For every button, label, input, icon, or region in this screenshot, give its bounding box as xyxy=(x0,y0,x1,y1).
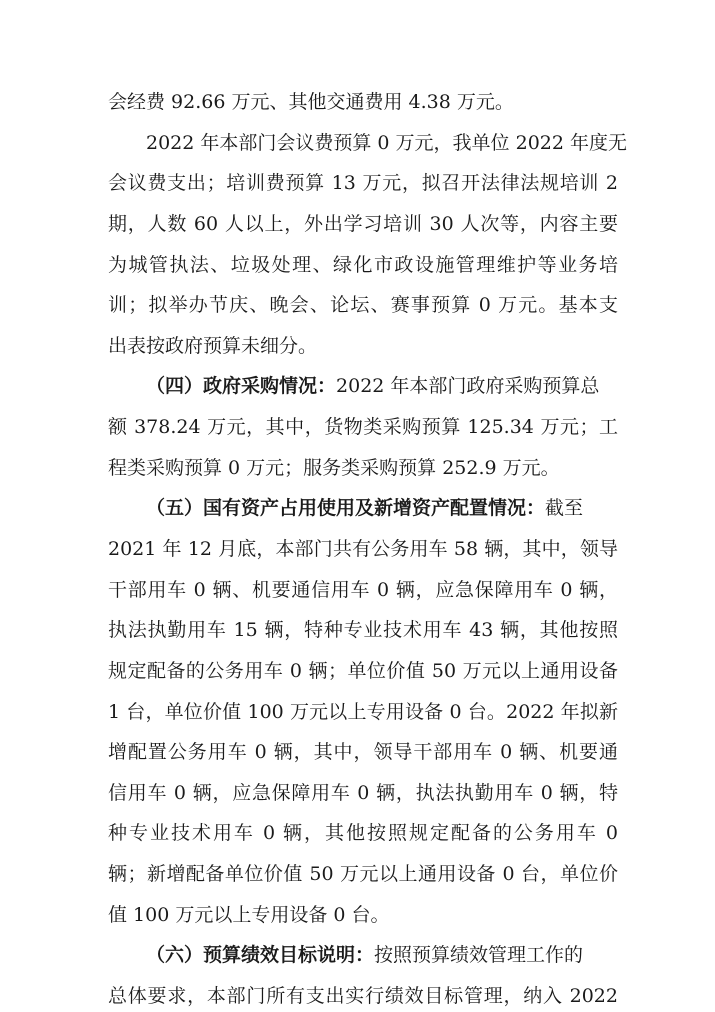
text-line xyxy=(108,411,618,443)
text-line xyxy=(146,127,627,159)
line-text: 按照预算绩效管理工作的 xyxy=(374,944,584,966)
text-line xyxy=(108,574,618,606)
text-line xyxy=(108,817,618,849)
section-heading-5: （五）国有资产占用使用及新增资产配置情况： xyxy=(146,497,546,519)
line-text: 干部用车 0 辆、机要通信用车 0 辆，应急保障用车 0 辆， xyxy=(108,579,618,601)
text-line xyxy=(108,858,618,890)
line-text: 额 378.24 万元，其中，货物类采购预算 125.34 万元；工 xyxy=(108,416,618,438)
text-line xyxy=(108,249,618,281)
line-text: 会经费 92.66 万元、其他交通费用 4.38 万元。 xyxy=(108,91,514,113)
line-text: 2022 年本部门会议费预算 0 万元，我单位 2022 年度无 xyxy=(146,132,627,154)
line-text: 出表按政府预算未细分。 xyxy=(108,335,318,357)
line-text: 总体要求，本部门所有支出实行绩效目标管理，纳入 2022 xyxy=(108,985,618,1007)
line-text: 1 台，单位价值 100 万元以上专用设备 0 台。2022 年拟新 xyxy=(108,701,618,723)
section-heading-line xyxy=(146,370,618,402)
text-line xyxy=(108,614,618,646)
line-text: 辆；新增配备单位价值 50 万元以上通用设备 0 台，单位价 xyxy=(108,863,618,885)
text-line xyxy=(108,167,618,199)
text-line xyxy=(108,980,618,1012)
text-line xyxy=(108,777,618,809)
text-line xyxy=(108,736,618,768)
line-text: 信用车 0 辆，应急保障用车 0 辆，执法执勤用车 0 辆，特 xyxy=(108,782,618,804)
section-heading-6: （六）预算绩效目标说明： xyxy=(146,944,375,966)
line-text: 2021 年 12 月底，本部门共有公务用车 58 辆，其中，领导 xyxy=(108,538,618,560)
text-line xyxy=(108,655,618,687)
text-line xyxy=(108,289,618,321)
text-line xyxy=(108,330,618,362)
line-text: 增配置公务用车 0 辆，其中，领导干部用车 0 辆、机要通 xyxy=(108,741,618,763)
line-text: 值 100 万元以上专用设备 0 台。 xyxy=(108,904,390,926)
line-text: 种专业技术用车 0 辆，其他按照规定配备的公务用车 0 xyxy=(108,822,618,844)
text-line xyxy=(108,86,618,118)
line-text: 截至 xyxy=(545,497,584,519)
section-heading-line xyxy=(146,492,618,524)
text-line xyxy=(108,696,618,728)
line-text: 期，人数 60 人以上，外出学习培训 30 人次等，内容主要 xyxy=(108,213,618,235)
line-text: 会议费支出；培训费预算 13 万元，拟召开法律法规培训 2 xyxy=(108,172,618,194)
text-line xyxy=(108,452,618,484)
line-text: 执法执勤用车 15 辆，特种专业技术用车 43 辆，其他按照 xyxy=(108,619,618,641)
line-text: 程类采购预算 0 万元；服务类采购预算 252.9 万元。 xyxy=(108,457,560,479)
text-line xyxy=(108,899,618,931)
text-line xyxy=(108,533,618,565)
line-text: 训；拟举办节庆、晚会、论坛、赛事预算 0 万元。基本支 xyxy=(108,294,618,316)
text-line xyxy=(108,208,618,240)
line-text: 2022 年本部门政府采购预算总 xyxy=(336,375,600,397)
line-text: 规定配备的公务用车 0 辆；单位价值 50 万元以上通用设备 xyxy=(108,660,618,682)
section-heading-4: （四）政府采购情况： xyxy=(146,375,337,397)
line-text: 为城管执法、垃圾处理、绿化市政设施管理维护等业务培 xyxy=(108,254,618,276)
section-heading-line xyxy=(146,939,618,971)
